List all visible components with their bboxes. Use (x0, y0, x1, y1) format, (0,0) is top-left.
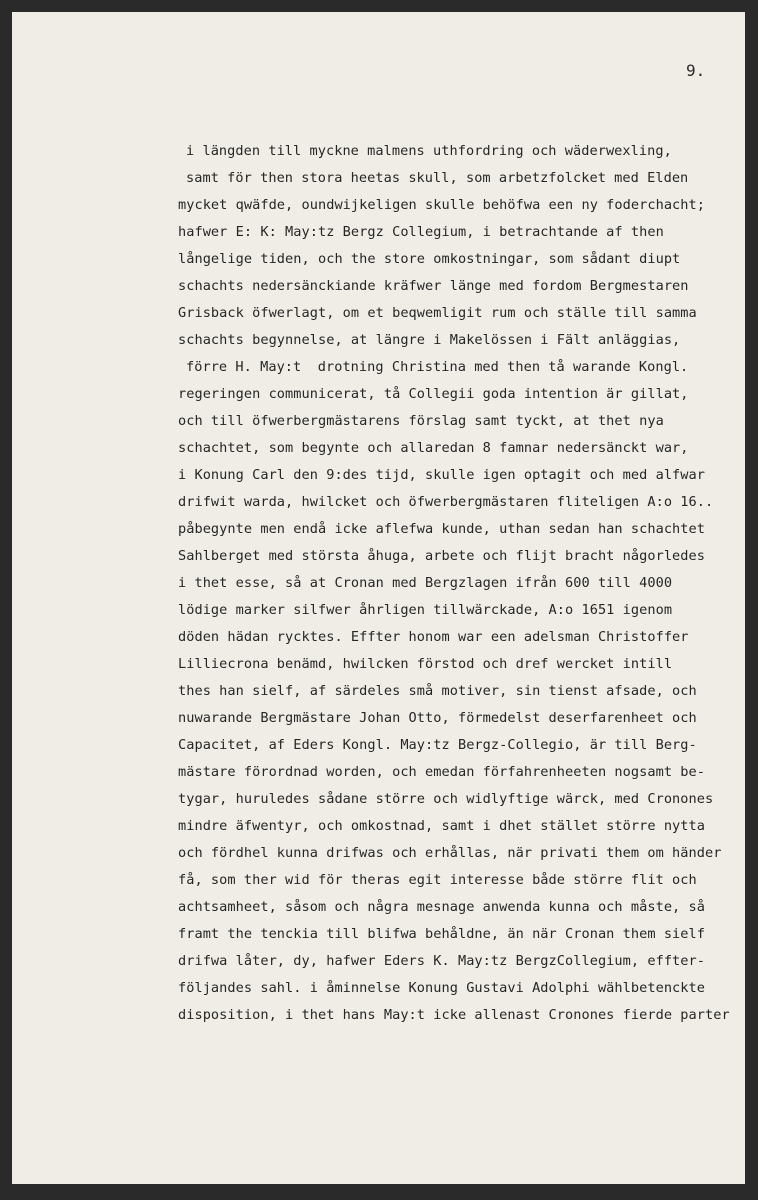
page-number: 9. (686, 61, 706, 80)
text-line: och till öfwerbergmästarens förslag samt tyckt, at thet nya (178, 413, 664, 429)
text-line: hafwer E: K: May:tz Bergz Collegium, i betrachtande af then (178, 224, 664, 240)
text-line: thes han sielf, af särdeles små motiver, sin tienst afsade, och (178, 683, 697, 699)
text-line: i thet esse, så at Cronan med Bergzlagen ifrån 600 till 4000 (178, 575, 673, 591)
text-line: samt för then stora heetas skull, som arbetzfolcket med Elden (186, 170, 689, 186)
text-line: schachts nedersänckiande kräfwer länge med fordom Bergmestaren (178, 278, 689, 294)
text-line: mästare förordnad worden, och emedan förfahrenheeten nogsamt be- (178, 764, 705, 780)
text-line: få, som ther wid för theras egit interesse både större flit och (178, 872, 697, 888)
text-line: följandes sahl. i åminnelse Konung Gustavi Adolphi wählbetenckte (178, 980, 705, 996)
text-line: nuwarande Bergmästare Johan Otto, förmedelst deserfarenheet och (178, 710, 697, 726)
text-line: schachts begynnelse, at längre i Makelössen i Fält anläggias, (178, 332, 681, 348)
text-line: förre H. May:t drotning Christina med then tå warande Kongl. (186, 359, 689, 375)
text-line: framt the tenckia till blifwa behåldne, än när Cronan them sielf (178, 926, 705, 942)
text-line: mycket qwäfde, oundwijkeligen skulle behöfwa een ny foderchacht; (178, 197, 705, 213)
text-line: achtsamheet, såsom och några mesnage anwenda kunna och måste, så (178, 899, 705, 915)
text-line: Lilliecrona benämd, hwilcken förstod och dref wercket intill (178, 656, 673, 672)
text-line: Grisback öfwerlagt, om et beqwemligit rum och ställe till samma (178, 305, 697, 321)
text-line: drifwit warda, hwilcket och öfwerbergmästaren fliteligen A:o 16.. (178, 494, 714, 510)
text-line: och fördhel kunna drifwas och erhållas, när privati them om händer (178, 845, 722, 861)
text-line: regeringen communicerat, tå Collegii goda intention är gillat, (178, 386, 689, 402)
text-line: disposition, i thet hans May:t icke allenast Cronones fierde parter (178, 1007, 730, 1023)
text-line: långelige tiden, och the store omkostningar, som sådant diupt (178, 251, 681, 267)
text-line: tygar, huruledes sådane större och widlyftige wärck, med Cronones (178, 791, 714, 807)
text-line: Sahlberget med största åhuga, arbete och flijt bracht någorledes (178, 548, 705, 564)
text-line: lödige marker silfwer åhrligen tillwärckade, A:o 1651 igenom (178, 602, 673, 618)
text-line: i längden till myckne malmens uthfordring och wäderwexling, (186, 143, 672, 159)
text-line: i Konung Carl den 9:des tijd, skulle igen optagit och med alfwar (178, 467, 705, 483)
text-line: drifwa låter, dy, hafwer Eders K. May:tz BergzCollegium, effter- (178, 953, 705, 969)
text-line: mindre äfwentyr, och omkostnad, samt i dhet stället större nytta (178, 818, 705, 834)
text-line: påbegynte men endå icke aflefwa kunde, uthan sedan han schachtet (178, 521, 705, 537)
text-line: Capacitet, af Eders Kongl. May:tz Bergz-Collegio, är till Berg- (178, 737, 697, 753)
text-line: schachtet, som begynte och allaredan 8 famnar nedersänckt war, (178, 440, 689, 456)
text-line: döden hädan rycktes. Effter honom war een adelsman Christoffer (178, 629, 689, 645)
